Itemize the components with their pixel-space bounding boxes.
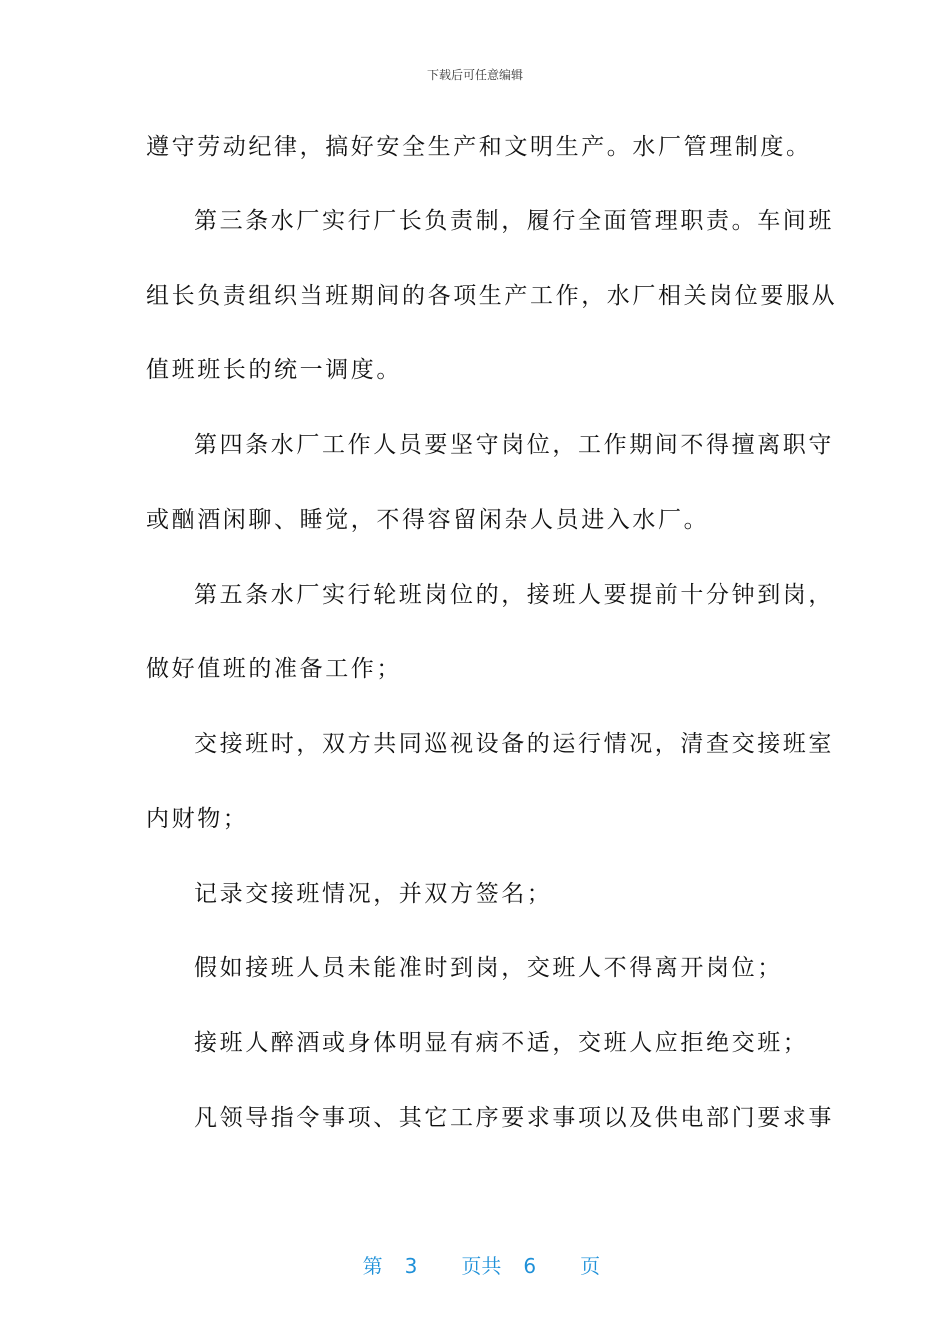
text-line: 或酗酒闲聊、睡觉，不得容留闲杂人员进入水厂。 — [146, 507, 710, 533]
footer-suffix: 页 — [580, 1254, 601, 1278]
text-line: 做好值班的准备工作； — [146, 656, 402, 682]
text-line: 遵守劳动纪律，搞好安全生产和文明生产。水厂管理制度。 — [146, 134, 812, 160]
header-note: 下载后可任意编辑 — [426, 68, 523, 82]
text-line: 记录交接班情况，并双方签名； — [194, 881, 553, 907]
text-line: 组长负责组织当班期间的各项生产工作，水厂相关岗位要服从 — [146, 283, 838, 309]
footer-prefix: 第 — [362, 1254, 383, 1278]
page-footer — [0, 1226, 950, 1279]
text-line: 交接班时，双方共同巡视设备的运行情况，清查交接班室 — [194, 731, 834, 757]
total-pages-number: 6 — [523, 1254, 537, 1278]
text-line: 内财物； — [146, 806, 249, 832]
footer-middle: 页共 — [461, 1254, 502, 1278]
text-line: 凡领导指令事项、其它工序要求事项以及供电部门要求事 — [194, 1105, 834, 1131]
text-line: 第三条水厂实行厂长负责制，履行全面管理职责。车间班 — [194, 208, 834, 234]
text-line: 第五条水厂实行轮班岗位的，接班人要提前十分钟到岗， — [194, 582, 834, 608]
text-line: 值班班长的统一调度。 — [146, 357, 402, 383]
text-line: 假如接班人员未能准时到岗，交班人不得离开岗位； — [194, 955, 783, 981]
text-line: 接班人醉酒或身体明显有病不适，交班人应拒绝交班； — [194, 1030, 809, 1056]
current-page-number: 3 — [404, 1254, 418, 1278]
text-line: 第四条水厂工作人员要坚守岗位，工作期间不得擅离职守 — [194, 432, 834, 458]
